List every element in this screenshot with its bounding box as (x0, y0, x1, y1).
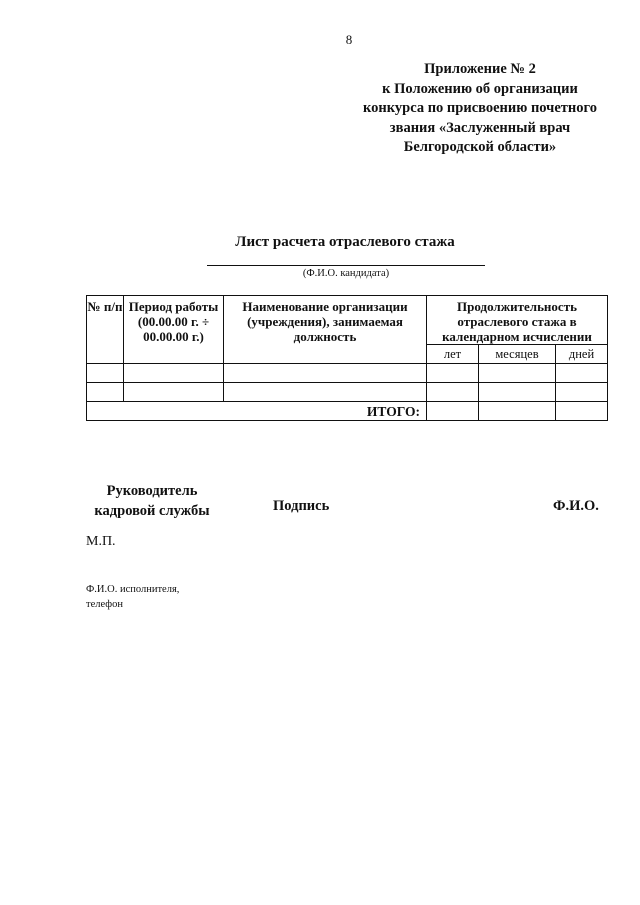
executor-info (86, 582, 179, 612)
table-cell (479, 364, 556, 383)
signatory-role (82, 481, 222, 521)
table-cell (124, 364, 224, 383)
total-months (479, 402, 556, 421)
table-cell (87, 383, 124, 402)
appendix-line: Белгородской области» (403, 139, 557, 155)
executor-name-label: Ф.И.О. исполнителя, (86, 584, 180, 595)
stamp-place: М.П. (86, 534, 116, 549)
appendix-line: Приложение № 2 (424, 61, 536, 77)
header-number: № п/п (87, 296, 124, 364)
signatory-role-line: кадровой службы (94, 503, 210, 519)
table-cell (224, 364, 427, 383)
executor-phone-label: телефон (86, 599, 123, 610)
signature-label: Подпись (273, 498, 330, 514)
header-period: Период работы (00.00.00 г. ÷ 00.00.00 г.) (124, 296, 224, 364)
table-cell (427, 383, 479, 402)
candidate-name-line (207, 265, 485, 266)
table-cell (124, 383, 224, 402)
table-row (87, 383, 608, 402)
table-cell (479, 383, 556, 402)
table-cell (224, 383, 427, 402)
total-row (87, 402, 608, 421)
appendix-line: к Положению об организации (382, 80, 578, 97)
total-days (556, 402, 608, 421)
document-title: Лист расчета отраслевого стажа (235, 234, 455, 250)
header-days: дней (556, 345, 608, 364)
table-cell (556, 383, 608, 402)
header-organization: Наименование организации (учреждения), занимаемая должность (224, 296, 427, 364)
total-years (427, 402, 479, 421)
signatory-name-label: Ф.И.О. (553, 498, 599, 514)
page-number: 8 (345, 32, 353, 47)
appendix-line: звания «Заслуженный врач (389, 119, 571, 136)
candidate-name-caption: (Ф.И.О. кандидата) (302, 268, 390, 279)
table-cell (427, 364, 479, 383)
service-table (86, 295, 608, 421)
appendix-header (330, 60, 630, 158)
table-cell (556, 364, 608, 383)
header-duration: Продолжительность отраслевого стажа в календарном исчислении (427, 296, 608, 345)
total-label: ИТОГО: (87, 402, 427, 421)
appendix-line: конкурса по присвоению почетного (362, 100, 598, 116)
signatory-role-line: Руководитель (106, 483, 198, 499)
table-cell (87, 364, 124, 383)
table-row (87, 364, 608, 383)
header-months: месяцев (479, 345, 556, 364)
header-years: лет (427, 345, 479, 364)
